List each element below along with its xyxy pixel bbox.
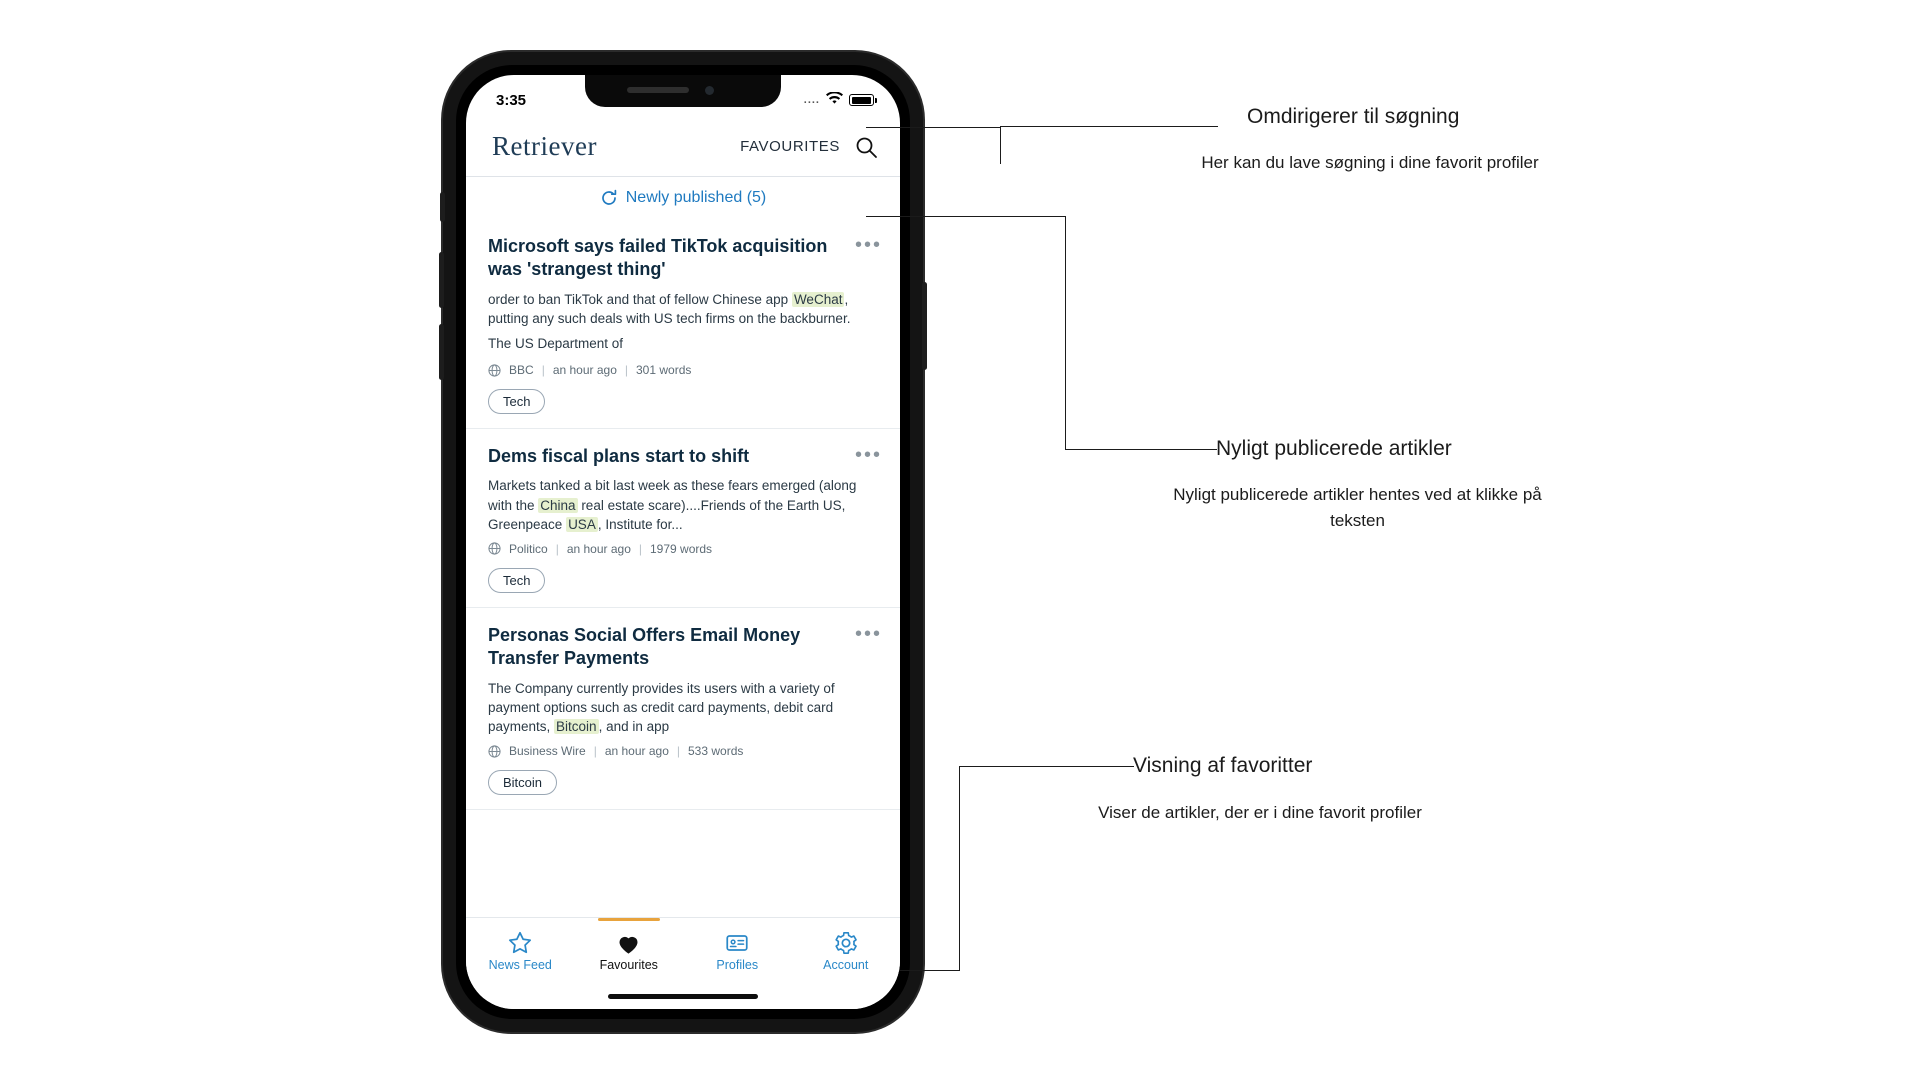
- article-meta: [488, 542, 878, 556]
- callout-title: Nyligt publicerede artikler: [1216, 437, 1452, 460]
- article-tag[interactable]: Tech: [488, 568, 545, 593]
- tab-news-feed[interactable]: [477, 928, 563, 972]
- tab-label: Favourites: [599, 958, 658, 972]
- callout-leader-line: [1065, 216, 1066, 450]
- article-time: an hour ago: [604, 744, 669, 759]
- article-source: Politico: [509, 541, 548, 556]
- article-card[interactable]: [466, 219, 900, 429]
- callout-leader-line: [959, 766, 960, 971]
- refresh-icon: [600, 189, 618, 207]
- phone-bezel: [456, 65, 910, 1019]
- profiles-icon: [694, 928, 780, 958]
- article-snippet: [488, 290, 878, 328]
- snippet-text-pre: The Company currently provides its users with a variety of payment options such as credit card payments, debit card payments,: [488, 680, 835, 735]
- callout-leader-line: [1065, 449, 1217, 450]
- snippet-text-post: , and in app: [598, 719, 670, 735]
- status-bar: [466, 75, 900, 117]
- tab-profiles[interactable]: [694, 928, 780, 972]
- article-source: BBC: [509, 363, 534, 378]
- callout-leader-line: [1000, 127, 1001, 164]
- heart-icon: [586, 928, 672, 958]
- article-card[interactable]: [466, 608, 900, 810]
- callout-title: Visning af favoritter: [1133, 754, 1313, 777]
- power-button[interactable]: [922, 282, 927, 370]
- header-actions: [740, 135, 878, 159]
- article-extra-line: The US Department of: [488, 336, 624, 352]
- article-menu-icon[interactable]: •••: [854, 622, 882, 645]
- callout-description: Viser de artikler, der er i dine favorit profiler: [1098, 803, 1422, 822]
- volume-up-button[interactable]: [439, 252, 444, 308]
- callout-leader-line: [866, 216, 1066, 217]
- callout-description: Her kan du lave søgning i dine favorit profiler: [1201, 153, 1539, 172]
- meta-separator: |: [555, 541, 559, 556]
- signal-dots-icon: ....: [803, 94, 820, 106]
- article-time: an hour ago: [566, 541, 631, 556]
- phone-device: [443, 52, 923, 1032]
- phone-screen: [466, 75, 900, 1009]
- article-title: Microsoft says failed TikTok acquisition was 'strangest thing': [488, 236, 828, 280]
- snippet-highlight: WeChat: [793, 291, 843, 307]
- globe-icon: [488, 542, 501, 555]
- callout-title: Omdirigerer til søgning: [1247, 105, 1460, 128]
- meta-separator: |: [624, 363, 628, 378]
- newly-published-bar[interactable]: [466, 177, 900, 220]
- article-card[interactable]: [466, 429, 900, 608]
- favourites-title: FAVOURITES: [740, 138, 840, 155]
- article-wordcount: 533 words: [688, 744, 744, 759]
- article-snippet: [488, 476, 878, 533]
- article-title: Personas Social Offers Email Money Transfer Payments: [488, 624, 801, 669]
- snippet-highlight: China: [540, 497, 576, 513]
- snippet-text-post: , putting any such deals with US tech firms on the backburner.: [488, 291, 851, 326]
- tab-label: Profiles: [716, 958, 759, 972]
- article-wordcount: 301 words: [636, 363, 692, 378]
- tab-account[interactable]: [803, 928, 889, 972]
- tab-label: Account: [823, 958, 869, 972]
- article-title: Dems fiscal plans start to shift: [488, 446, 750, 467]
- status-time: 3:35: [496, 91, 527, 109]
- article-menu-icon[interactable]: •••: [854, 444, 882, 467]
- gear-icon: [803, 928, 889, 958]
- app-header: [466, 117, 900, 177]
- wifi-icon: [826, 92, 843, 109]
- snippet-highlight-2: USA: [568, 516, 596, 532]
- app-logo: Retriever: [492, 131, 597, 161]
- tab-favourites[interactable]: [586, 928, 672, 972]
- snippet-text-post: , Institute for...: [597, 516, 683, 532]
- newly-published-label: Newly published (5): [625, 189, 767, 206]
- callout-leader-line: [1000, 126, 1218, 127]
- callout-leader-line: [866, 127, 1001, 128]
- article-wordcount: 1979 words: [650, 541, 713, 556]
- mute-switch[interactable]: [440, 192, 445, 222]
- home-indicator[interactable]: [608, 994, 758, 999]
- callout-leader-line: [959, 766, 1134, 767]
- status-indicators: [804, 92, 874, 109]
- search-icon[interactable]: [854, 135, 878, 159]
- globe-icon: [488, 745, 501, 758]
- meta-separator: |: [676, 744, 680, 759]
- globe-icon: [488, 364, 501, 377]
- article-feed[interactable]: [466, 219, 900, 917]
- article-time: an hour ago: [552, 363, 617, 378]
- article-tag[interactable]: Tech: [488, 389, 545, 414]
- star-icon: [477, 928, 563, 958]
- snippet-text-mid: real estate scare)....Friends of the Earth US, Greenpeace: [488, 497, 846, 532]
- tab-label: News Feed: [488, 958, 552, 972]
- meta-separator: |: [593, 744, 597, 759]
- article-meta: [488, 744, 878, 758]
- snippet-highlight: Bitcoin: [556, 719, 597, 735]
- article-snippet: [488, 679, 878, 736]
- article-menu-icon[interactable]: •••: [854, 234, 882, 256]
- meta-separator: |: [541, 363, 545, 378]
- snippet-text-pre: Markets tanked a bit last week as these fears emerged (along with the: [488, 478, 857, 513]
- article-tag[interactable]: Bitcoin: [488, 770, 557, 795]
- callout-description: Nyligt publicerede artikler hentes ved at klikke på teksten: [1173, 485, 1542, 530]
- article-source: Business Wire: [509, 744, 586, 759]
- article-meta: [488, 363, 878, 377]
- meta-separator: |: [638, 541, 642, 556]
- snippet-text-pre: order to ban TikTok and that of fellow Chinese app: [488, 291, 792, 307]
- battery-icon: [849, 94, 874, 106]
- volume-down-button[interactable]: [439, 324, 444, 380]
